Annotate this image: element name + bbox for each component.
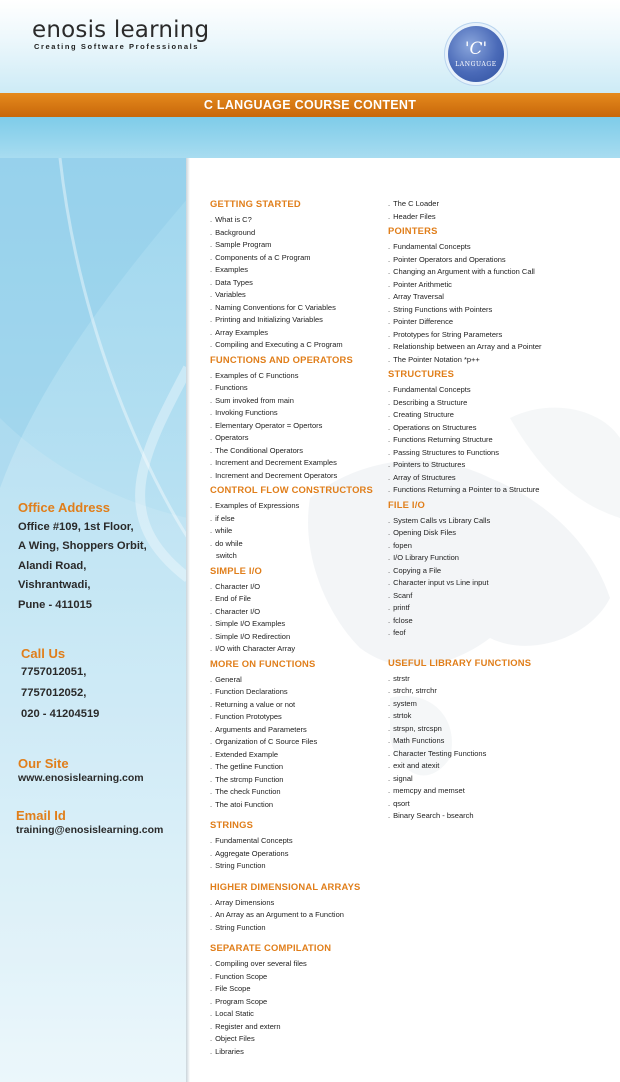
our-site-block bbox=[18, 756, 144, 785]
brand-name: enosis learning bbox=[32, 17, 210, 43]
topic-item: . String Function bbox=[210, 922, 390, 935]
topic-item: . Invoking Functions bbox=[210, 407, 390, 420]
topic-item: . Pointer Difference bbox=[388, 316, 618, 329]
topic-item: . Elementary Operator = Opertors bbox=[210, 420, 390, 433]
topic-item: . strchr, strrchr bbox=[388, 685, 618, 698]
topic-item: . The atoi Function bbox=[210, 799, 390, 812]
section-heading: POINTERS bbox=[388, 225, 438, 236]
topic-item: . The check Function bbox=[210, 786, 390, 799]
topic-item: . Register and extern bbox=[210, 1021, 390, 1034]
course-content bbox=[190, 158, 620, 1082]
call-us-heading: Call Us bbox=[21, 646, 66, 661]
decorative-band bbox=[0, 117, 620, 158]
topic-item: . Printing and Initializing Variables bbox=[210, 314, 390, 327]
topic-item: . Describing a Structure bbox=[388, 397, 618, 410]
topic-item: . Aggregate Operations bbox=[210, 848, 390, 861]
office-line: Alandi Road, bbox=[18, 559, 87, 572]
topic-item: . Returning a value or not bbox=[210, 699, 390, 712]
topic-item: . fclose bbox=[388, 615, 618, 628]
page-title: C LANGUAGE COURSE CONTENT bbox=[0, 93, 620, 117]
topic-item: . Prototypes for String Parameters bbox=[388, 329, 618, 342]
section-heading: GETTING STARTED bbox=[210, 198, 301, 209]
topic-item: . Pointer Arithmetic bbox=[388, 279, 618, 292]
section-heading: USEFUL LIBRARY FUNCTIONS bbox=[388, 656, 532, 668]
office-line: Vishrantwadi, bbox=[18, 579, 91, 592]
office-address-block bbox=[18, 500, 147, 615]
topic-item: . Simple I/O Redirection bbox=[210, 631, 390, 644]
topic-item: . Simple I/O Examples bbox=[210, 618, 390, 631]
office-line: Pune - 411015 bbox=[18, 598, 93, 611]
topic-item: . Fundamental Concepts bbox=[388, 384, 618, 397]
topic-item: . Array Examples bbox=[210, 327, 390, 340]
topic-item: . Sample Program bbox=[210, 239, 390, 252]
topic-item: . system bbox=[388, 698, 618, 711]
contact-sidebar bbox=[0, 158, 188, 1082]
topic-item: . Compiling and Executing a C Program bbox=[210, 339, 390, 352]
topic-item: . exit and atexit bbox=[388, 760, 618, 773]
topic-item: . I/O Library Function bbox=[388, 552, 618, 565]
topic-item: . Header Files bbox=[388, 211, 618, 224]
topic-item: . Function Declarations bbox=[210, 686, 390, 699]
course-section-control-flow-constructors bbox=[210, 482, 390, 563]
course-section-separate-compilation bbox=[210, 940, 390, 1058]
topic-item: . Variables bbox=[210, 289, 390, 302]
call-us-block bbox=[21, 646, 99, 725]
topic-item: . The Pointer Notation *p++ bbox=[388, 354, 618, 367]
topic-item: . Character Testing Functions bbox=[388, 748, 618, 761]
phone-number: 7757012052, bbox=[21, 687, 87, 699]
topic-item: . Examples of C Functions bbox=[210, 370, 390, 383]
topic-item: . Pointer Operators and Operations bbox=[388, 254, 618, 267]
topic-item: . File Scope bbox=[210, 983, 390, 996]
topic-item: . qsort bbox=[388, 798, 618, 811]
topic-item: . String Functions with Pointers bbox=[388, 304, 618, 317]
topic-item: . The Conditional Operators bbox=[210, 445, 390, 458]
course-column-left bbox=[210, 196, 390, 1058]
topic-item: . Pointers to Structures bbox=[388, 459, 618, 472]
section-heading: CONTROL FLOW CONSTRUCTORS bbox=[210, 484, 373, 495]
topic-item: . Increment and Decrement Operators bbox=[210, 470, 390, 483]
course-section-pointers bbox=[388, 223, 618, 366]
course-section-continued bbox=[388, 198, 618, 223]
course-section-structures bbox=[388, 366, 618, 497]
office-line: Office #109, 1st Floor, bbox=[18, 521, 134, 533]
topic-item: . General bbox=[210, 674, 390, 687]
section-heading: FUNCTIONS AND OPERATORS bbox=[210, 353, 353, 365]
topic-item: . Functions Returning a Pointer to a Structure bbox=[388, 484, 618, 497]
topic-item: . Fundamental Concepts bbox=[388, 241, 618, 254]
topic-item: . Function Prototypes bbox=[210, 711, 390, 724]
badge-letter: 'C' bbox=[464, 39, 488, 59]
course-section-getting-started bbox=[210, 196, 390, 352]
phone-number: 020 - 41204519 bbox=[21, 708, 100, 720]
topic-item: . Math Functions bbox=[388, 735, 618, 748]
section-heading: STRUCTURES bbox=[388, 368, 455, 379]
topic-item: switch bbox=[216, 551, 237, 560]
topic-item: . Functions Returning Structure bbox=[388, 434, 618, 447]
topic-item: . Character I/O bbox=[210, 581, 390, 594]
topic-item: . Object Files bbox=[210, 1033, 390, 1046]
topic-item: . System Calls vs Library Calls bbox=[388, 515, 618, 528]
office-line: A Wing, Shoppers Orbit, bbox=[18, 540, 147, 553]
topic-item: . Character I/O bbox=[210, 606, 390, 619]
topic-item: . String Function bbox=[210, 860, 390, 873]
topic-item: . feof bbox=[388, 627, 618, 640]
topic-item: . Arguments and Parameters bbox=[210, 724, 390, 737]
topic-item: . Passing Structures to Functions bbox=[388, 447, 618, 460]
topic-item: . Naming Conventions for C Variables bbox=[210, 302, 390, 315]
topic-item: . Extended Example bbox=[210, 749, 390, 762]
topic-item: . Scanf bbox=[388, 590, 618, 603]
topic-item: . Array Dimensions bbox=[210, 897, 390, 910]
topic-item: . Organization of C Source Files bbox=[210, 736, 390, 749]
topic-item: . memcpy and memset bbox=[388, 785, 618, 798]
site-url[interactable]: www.enosislearning.com bbox=[18, 772, 144, 784]
course-section-strings bbox=[210, 817, 390, 873]
topic-item: . signal bbox=[388, 773, 618, 786]
topic-item: . Opening Disk Files bbox=[388, 527, 618, 540]
topic-item: . Background bbox=[210, 227, 390, 240]
topic-item: . if else bbox=[210, 513, 390, 526]
office-address-heading: Office Address bbox=[18, 500, 110, 515]
topic-item: . End of File bbox=[210, 593, 390, 606]
course-section-higher-dimensional-arrays bbox=[210, 879, 390, 935]
section-heading: STRINGS bbox=[210, 819, 254, 830]
topic-item: . Copying a File bbox=[388, 565, 618, 578]
our-site-heading: Our Site bbox=[18, 756, 69, 771]
page-header bbox=[0, 0, 620, 93]
topic-item: . The getline Function bbox=[210, 761, 390, 774]
topic-item: . I/O with Character Array bbox=[210, 643, 390, 656]
topic-item: . Operators bbox=[210, 432, 390, 445]
topic-item: . strstr bbox=[388, 673, 618, 686]
topic-item: . Components of a C Program bbox=[210, 252, 390, 265]
topic-item: . Functions bbox=[210, 382, 390, 395]
topic-item: . Examples bbox=[210, 264, 390, 277]
topic-item: . Increment and Decrement Examples bbox=[210, 457, 390, 470]
topic-item: . What is C? bbox=[210, 214, 390, 227]
wave-decoration bbox=[0, 158, 188, 1082]
topic-item: . Local Static bbox=[210, 1008, 390, 1021]
topic-item: . Data Types bbox=[210, 277, 390, 290]
topic-item: . An Array as an Argument to a Function bbox=[210, 909, 390, 922]
topic-item: . Array Traversal bbox=[388, 291, 618, 304]
section-heading: FILE I/O bbox=[388, 498, 426, 510]
badge-text: LANGUAGE bbox=[455, 61, 497, 68]
topic-item: . printf bbox=[388, 602, 618, 615]
topic-item: . Character input vs Line input bbox=[388, 577, 618, 590]
topic-item: . strtok bbox=[388, 710, 618, 723]
topic-item: . Operations on Structures bbox=[388, 422, 618, 435]
topic-item: . Sum invoked from main bbox=[210, 395, 390, 408]
topic-item: . Creating Structure bbox=[388, 409, 618, 422]
course-section-more-on-functions bbox=[210, 656, 390, 812]
topic-item: . Compiling over several files bbox=[210, 958, 390, 971]
c-language-logo bbox=[448, 26, 504, 82]
section-heading: SIMPLE I/O bbox=[210, 564, 263, 576]
topic-item: . Array of Structures bbox=[388, 472, 618, 485]
topic-item: . The C Loader bbox=[388, 198, 618, 211]
topic-item: . while bbox=[210, 525, 390, 538]
topic-item: . Function Scope bbox=[210, 971, 390, 984]
course-section-useful-library-functions bbox=[388, 655, 618, 823]
course-section-functions-and-operators bbox=[210, 352, 390, 483]
brand-tagline: Creating Software Professionals bbox=[34, 42, 200, 51]
topic-item: . Fundamental Concepts bbox=[210, 835, 390, 848]
email-block bbox=[16, 808, 163, 837]
topic-item: . Libraries bbox=[210, 1046, 390, 1059]
topic-item: . do while bbox=[210, 538, 390, 551]
topic-item: . Binary Search - bsearch bbox=[388, 810, 618, 823]
topic-item: . Changing an Argument with a function Call bbox=[388, 266, 618, 279]
section-heading: MORE ON FUNCTIONS bbox=[210, 657, 316, 669]
course-section-simple-i-o bbox=[210, 563, 390, 656]
phone-number: 7757012051, bbox=[21, 666, 87, 678]
topic-item: . Program Scope bbox=[210, 996, 390, 1009]
topic-item: . The strcmp Function bbox=[210, 774, 390, 787]
section-heading: SEPARATE COMPILATION bbox=[210, 942, 332, 953]
email-address[interactable]: training@enosislearning.com bbox=[16, 824, 164, 836]
email-heading: Email Id bbox=[16, 808, 66, 823]
topic-item: . fopen bbox=[388, 540, 618, 553]
topic-item: . Relationship between an Array and a Pointer bbox=[388, 341, 618, 354]
course-section-file-i-o bbox=[388, 497, 618, 655]
course-column-right bbox=[388, 196, 618, 823]
section-heading: HIGHER DIMENSIONAL ARRAYS bbox=[210, 880, 361, 892]
topic-item: . strspn, strcspn bbox=[388, 723, 618, 736]
topic-item: . Examples of Expressions bbox=[210, 500, 390, 513]
